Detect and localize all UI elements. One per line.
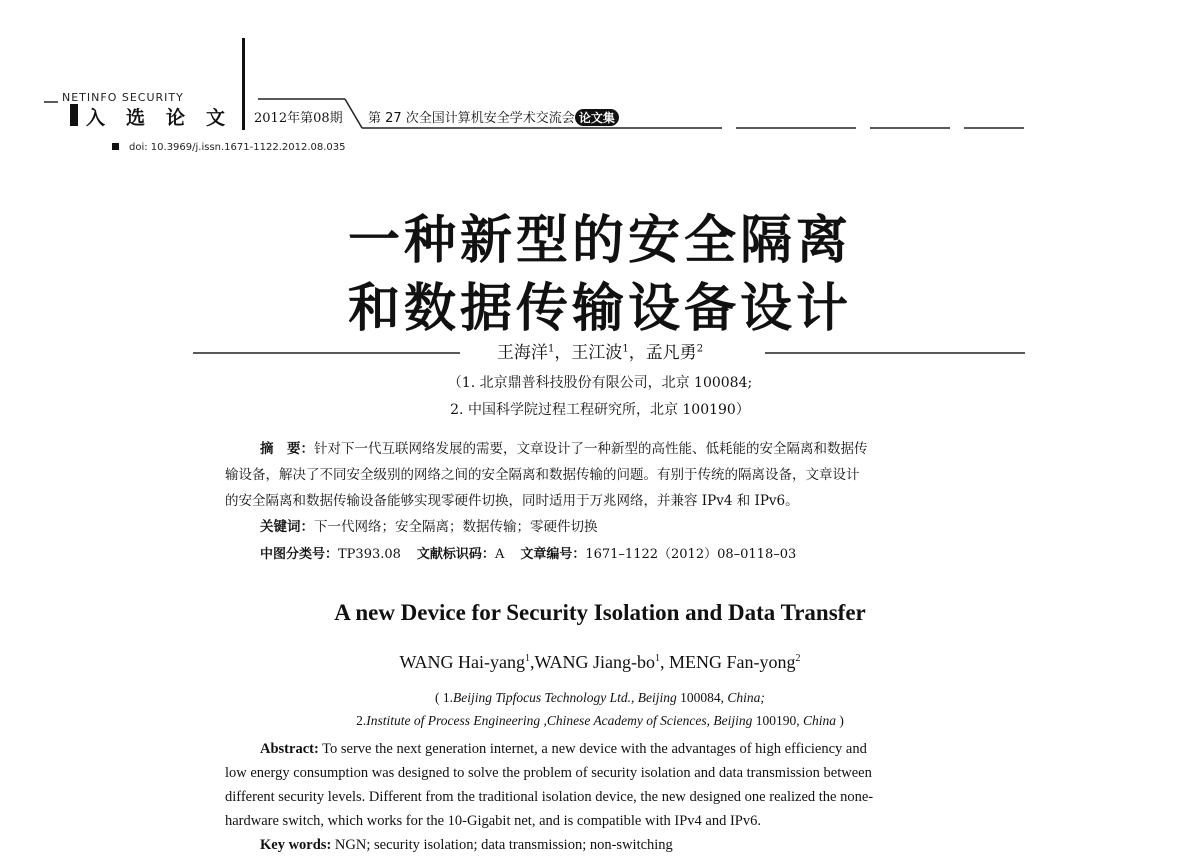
conference-badge: 论文集 bbox=[575, 109, 619, 126]
abstract-en-line-4: hardware switch, which works for the 10-Gigabit net, and is compatible with IPv4 and IPv6. bbox=[225, 813, 761, 829]
clc-label: 中图分类号： bbox=[260, 547, 339, 562]
affiliation-cn-2: 2. 中国科学院过程工程研究所，北京 100190） bbox=[450, 402, 750, 418]
affiliation-en-2 bbox=[0, 713, 1200, 729]
aff-en-2-country: China bbox=[803, 713, 837, 728]
aff-en-1-code: 100084, bbox=[680, 690, 725, 705]
selected-marker bbox=[70, 104, 78, 126]
aff-en-1-country: China; bbox=[727, 690, 765, 705]
article-number-value: 1671–1122（2012）08–0118–03 bbox=[585, 547, 797, 562]
abstract-cn-line-2: 输设备，解决了不同安全级别的网络之间的安全隔离和数据传输的问题。有别于传统的隔离设备，文章设计 bbox=[225, 467, 860, 483]
header-rule-slant bbox=[345, 99, 362, 128]
doc-code-label: 文献标识码： bbox=[416, 547, 495, 562]
abstract-cn-label: 摘 要： bbox=[260, 441, 314, 457]
authors-cn bbox=[0, 338, 1200, 363]
doi-line bbox=[112, 142, 346, 153]
author-en-3: MENG Fan-yong bbox=[668, 652, 796, 672]
author-en-2: WANG Jiang-bo bbox=[534, 652, 655, 672]
abstract-en-text-1: To serve the next generation internet, a new device with the advantages of high efficiency and bbox=[322, 741, 867, 757]
clc-value: TP393.08 bbox=[338, 547, 401, 562]
author-cn-3-sup: 2 bbox=[696, 343, 704, 355]
author-en-2-sup: 1 bbox=[654, 653, 660, 664]
title-en: A new Device for Security Isolation and Data Transfer bbox=[334, 600, 866, 625]
aff-en-2-close: ) bbox=[839, 713, 844, 728]
keywords-cn-label: 关键词： bbox=[260, 519, 314, 535]
conference-name: 第 27 次全国计算机安全学术交流会 bbox=[368, 111, 575, 126]
title-cn-line-2: 和数据传输设备设计 bbox=[347, 278, 852, 339]
keywords-en bbox=[260, 833, 673, 857]
aff-en-2-org: Institute of Process Engineering ,Chinese Academy of Sciences, Beijing bbox=[366, 713, 753, 728]
affiliation-en-1 bbox=[0, 690, 1200, 706]
authors-en: WANG Hai-yang$^1$,WANG Jiang-$bo^1$, MENG Fan-yong$^2$ bbox=[399, 652, 801, 672]
author-cn-sep-2: ， bbox=[628, 343, 646, 363]
aff-en-1-org: Beijing Tipfocus Technology Ltd., Beijing bbox=[453, 690, 677, 705]
keywords-en-text: NGN; security isolation; data transmission; non-switching bbox=[334, 837, 673, 853]
classification-cn bbox=[260, 542, 796, 568]
author-cn-2-sup: 1 bbox=[622, 343, 629, 355]
abstract-en-label: Abstract: bbox=[260, 741, 319, 757]
aff-en-2-num: 2. bbox=[356, 713, 367, 728]
affiliation-cn-1: （1. 北京鼎普科技股份有限公司，北京 100084; bbox=[447, 375, 753, 391]
author-en-1: WANG Hai-yang bbox=[399, 652, 525, 672]
abstract-cn-line-3: 的安全隔离和数据传输设备能够实现零硬件切换，同时适用于万兆网络，并兼容 IPv4 和 IPv6。 bbox=[225, 493, 799, 509]
abstract-cn-line-1 bbox=[260, 436, 868, 462]
conference-label bbox=[368, 107, 619, 126]
author-cn-2: 王江波 bbox=[571, 343, 623, 363]
keywords-cn-text: 下一代网络；安全隔离；数据传输；零硬件切换 bbox=[314, 519, 598, 535]
keywords-en-label: Key words: bbox=[260, 837, 332, 853]
author-en-1-sup: 1 bbox=[524, 653, 530, 664]
netinfo-logo: NETINFO SECURITY bbox=[62, 91, 184, 104]
author-cn-sep-1: ， bbox=[554, 343, 572, 363]
issue-label: 2012年第08期 bbox=[254, 111, 343, 126]
abstract-en-line-3: different security levels. Different from the traditional isolation device, the new designed one realized the none- bbox=[225, 789, 874, 805]
author-cn-1-sup: 1 bbox=[547, 343, 555, 355]
doi-bullet-icon bbox=[112, 143, 119, 150]
abstract-cn-text-1: 针对下一代互联网络发展的需要，文章设计了一种新型的高性能、低耗能的安全隔离和数据传 bbox=[314, 441, 868, 457]
title-cn-line-1: 一种新型的安全隔离 bbox=[347, 210, 852, 271]
selected-papers-label: 入选论文 bbox=[86, 107, 247, 129]
author-cn-3: 孟凡勇 bbox=[645, 343, 697, 363]
keywords-cn bbox=[260, 514, 598, 540]
doi-text: doi: 10.3969/j.issn.1671-1122.2012.08.035 bbox=[129, 142, 346, 153]
aff-en-1-open: ( 1. bbox=[435, 690, 454, 705]
author-en-3-sup: 2 bbox=[795, 653, 801, 664]
aff-en-2-code: 100190, bbox=[755, 713, 800, 728]
article-number-label: 文章编号： bbox=[520, 547, 586, 562]
abstract-en-line-1 bbox=[260, 737, 867, 761]
author-cn-1: 王海洋 bbox=[496, 343, 548, 363]
doc-code-value: A bbox=[494, 547, 505, 562]
abstract-en-line-2: low energy consumption was designed to solve the problem of security isolation and data transmission between bbox=[225, 765, 872, 781]
